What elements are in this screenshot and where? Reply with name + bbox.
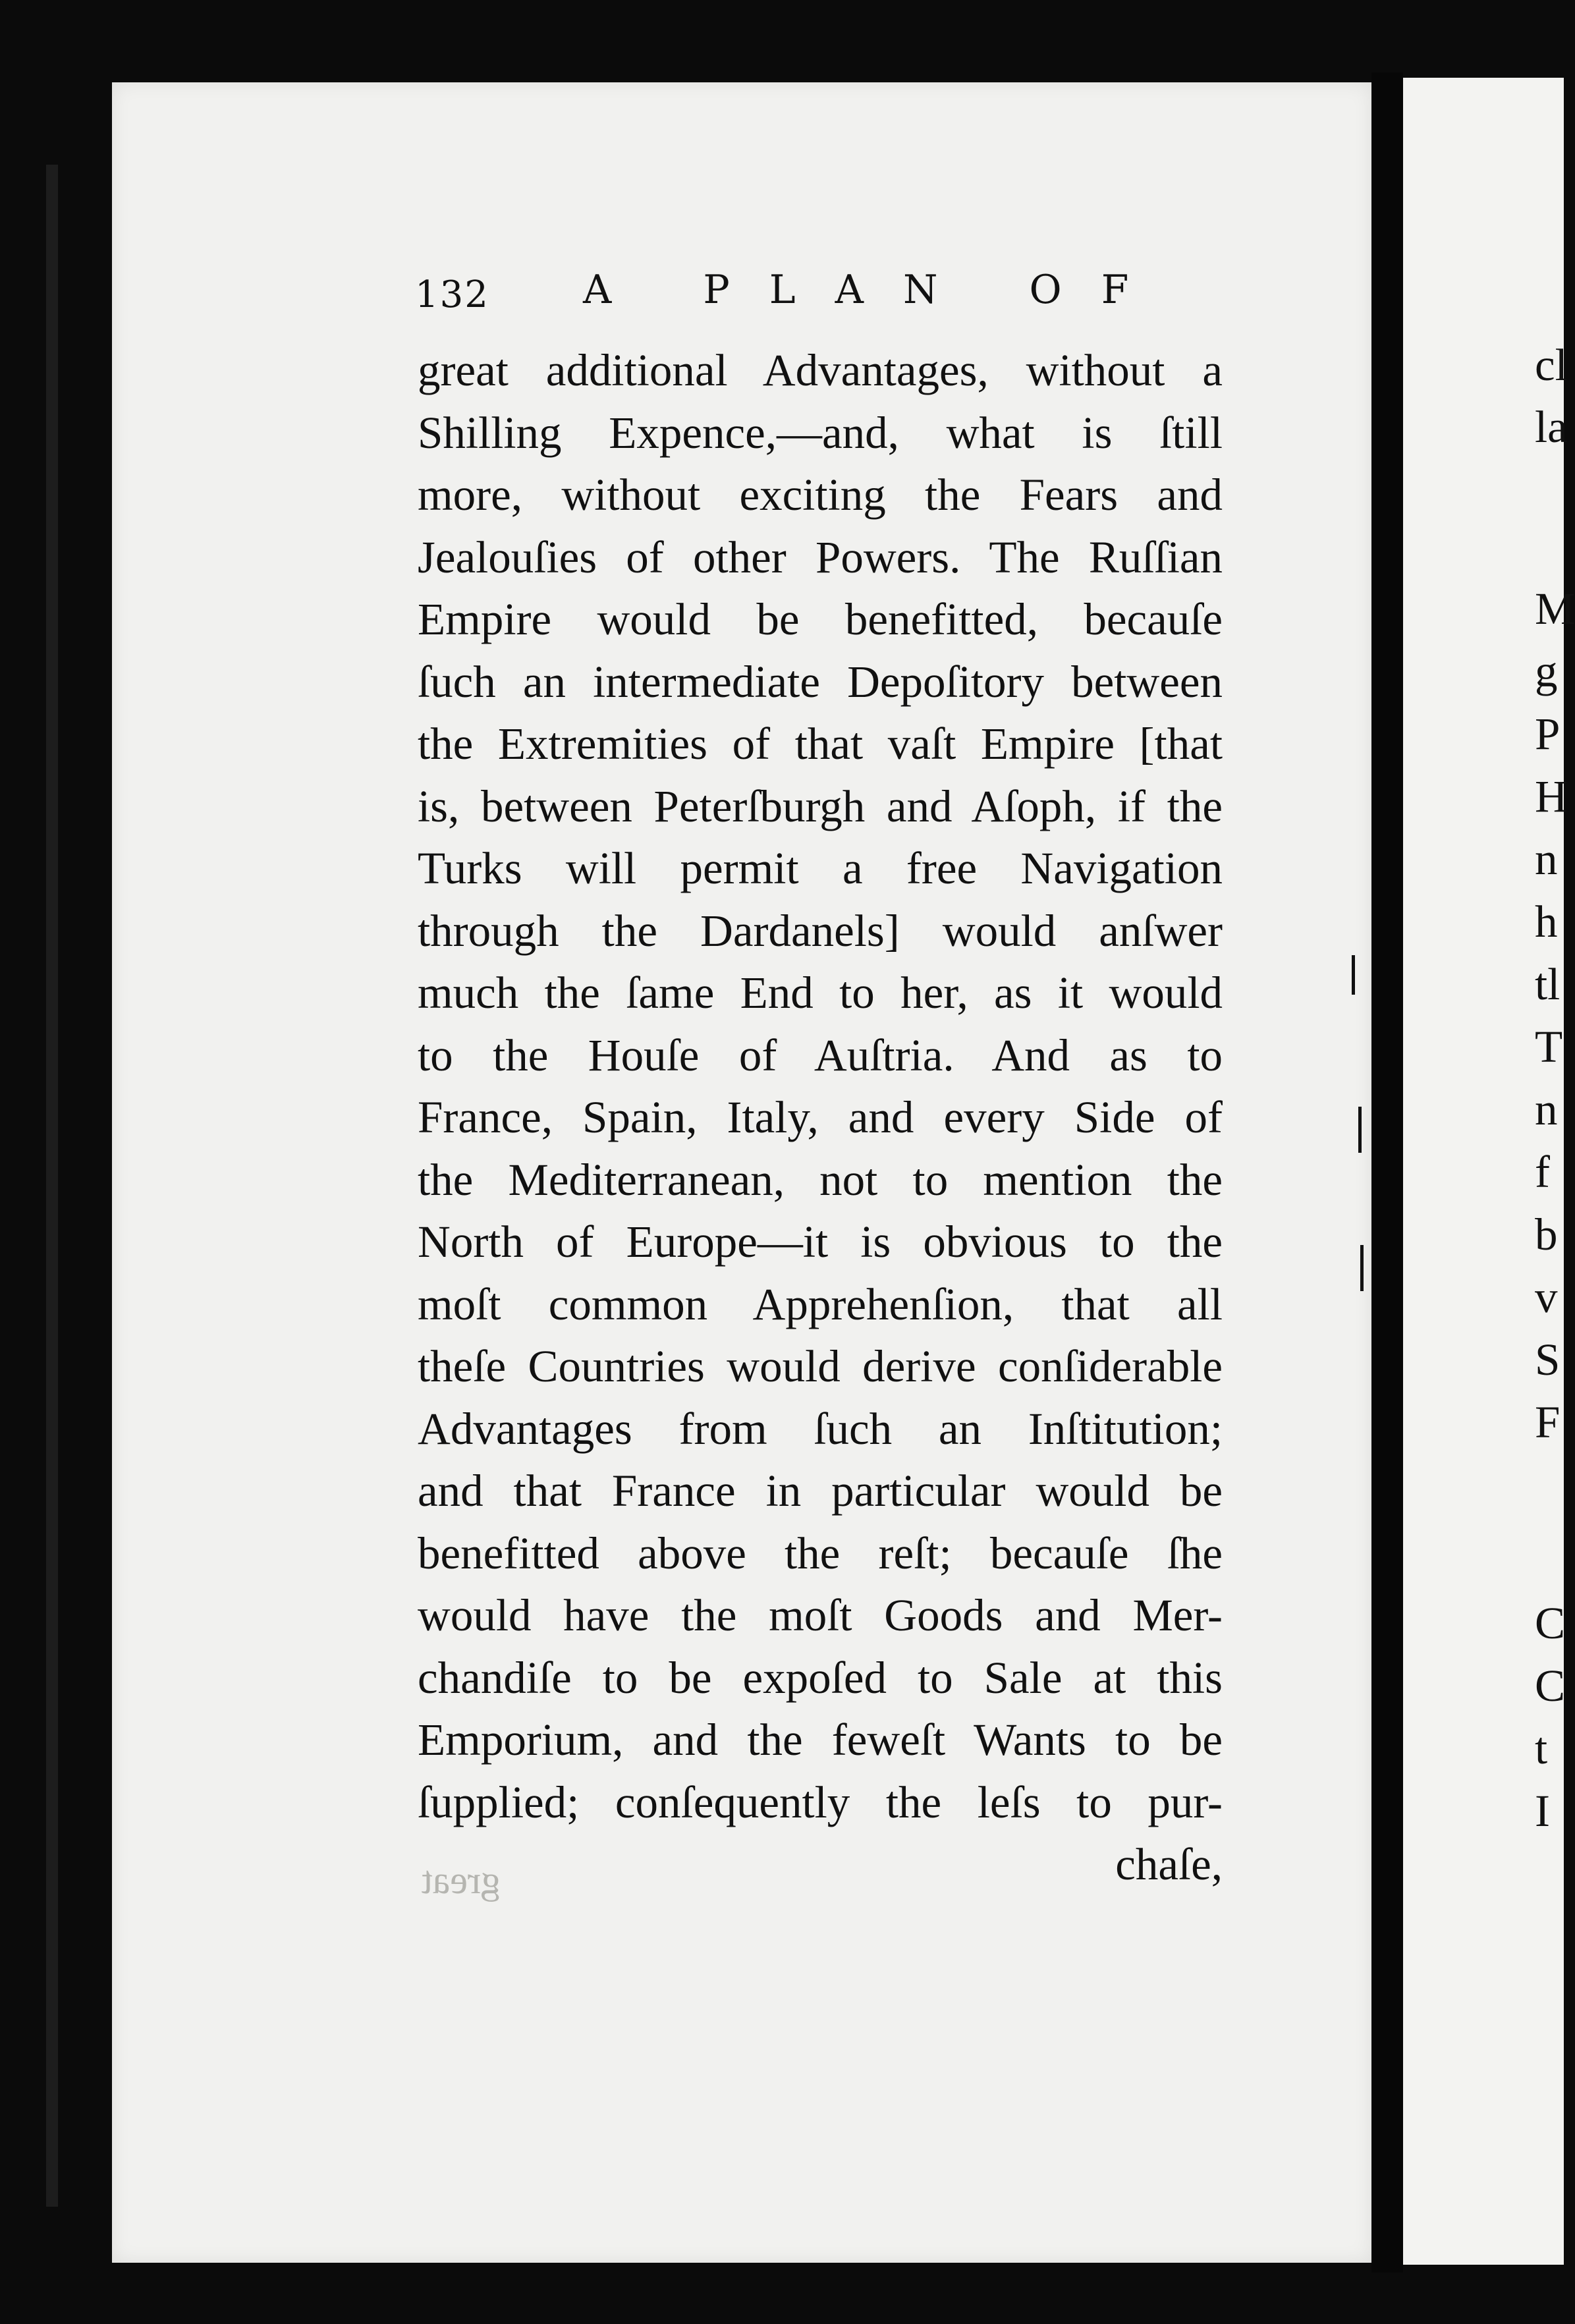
- body-text: [418, 339, 1223, 1896]
- show-through-text: great: [422, 1858, 501, 1902]
- facing-fragment: I: [1535, 1786, 1550, 1836]
- catchword: chaſe,: [1115, 1839, 1223, 1889]
- facing-fragment: v: [1535, 1272, 1558, 1322]
- text-line: through the Dardanels] would anſwer: [418, 905, 1223, 956]
- text-line: would have the moſt Goods and Mer-: [418, 1590, 1223, 1640]
- facing-fragment: t: [1535, 1723, 1548, 1773]
- facing-fragment: F: [1535, 1397, 1561, 1447]
- gutter: [1371, 72, 1403, 2273]
- text-line: the Extremities of that vaſt Empire [that: [418, 719, 1223, 769]
- facing-fragment: n: [1535, 834, 1558, 884]
- facing-fragment: b: [1535, 1209, 1558, 1259]
- margin-mark: [1352, 955, 1355, 995]
- facing-fragment: la: [1535, 402, 1568, 452]
- text-line: Emporium, and the feweſt Wants to be: [418, 1715, 1223, 1765]
- margin-mark: [1358, 1107, 1362, 1153]
- text-line: Turks will permit a free Navigation: [418, 843, 1223, 893]
- facing-fragment: S: [1535, 1335, 1561, 1385]
- text-line: Empire would be benefitted, becauſe: [418, 594, 1223, 644]
- text-line: North of Europe—it is obvious to the: [418, 1217, 1223, 1267]
- text-line: theſe Countries would derive conſiderable: [418, 1341, 1223, 1391]
- facing-fragment: T: [1535, 1022, 1563, 1072]
- facing-fragment: P: [1535, 709, 1561, 759]
- facing-fragment: tl: [1535, 959, 1561, 1009]
- text-line: and that France in particular would be: [418, 1466, 1223, 1516]
- text-line: France, Spain, Italy, and every Side of: [418, 1092, 1223, 1142]
- text-line: Shilling Expence,—and, what is ſtill: [418, 407, 1223, 458]
- text-line: Jealouſies of other Powers. The Ruſſian: [418, 532, 1223, 582]
- facing-fragment: cl: [1535, 340, 1568, 390]
- facing-fragment: n: [1535, 1084, 1558, 1134]
- facing-fragment: H: [1535, 771, 1568, 821]
- facing-fragment: C: [1535, 1598, 1566, 1648]
- text-line: benefitted above the reſt; becauſe ſhe: [418, 1528, 1223, 1578]
- page-number: 132: [415, 273, 489, 316]
- text-line: ſuch an intermediate Depoſitory between: [418, 656, 1223, 707]
- text-line: ſupplied; conſequently the leſs to pur-: [418, 1777, 1223, 1827]
- text-line: is, between Peterſburgh and Aſoph, if the: [418, 781, 1223, 831]
- text-line: the Mediterranean, not to mention the: [418, 1154, 1223, 1205]
- text-line: chandiſe to be expoſed to Sale at this: [418, 1652, 1223, 1703]
- text-line: moſt common Apprehenſion, that all: [418, 1279, 1223, 1329]
- facing-fragment: h: [1535, 897, 1558, 947]
- facing-fragment: f: [1535, 1147, 1550, 1197]
- text-line: more, without exciting the Fears and: [418, 470, 1223, 520]
- facing-fragment: C: [1535, 1661, 1566, 1711]
- facing-fragment: M: [1535, 584, 1575, 634]
- margin-mark: [1360, 1245, 1364, 1291]
- running-title: A PLAN OF: [583, 267, 1169, 313]
- running-head: [415, 267, 1225, 339]
- book-edge: [46, 165, 58, 2207]
- text-line: to the Houſe of Auſtria. And as to: [418, 1030, 1223, 1080]
- text-line: much the ſame End to her, as it would: [418, 968, 1223, 1018]
- facing-fragment: g: [1535, 646, 1558, 696]
- text-line: Advantages from ſuch an Inſtitution;: [418, 1403, 1223, 1454]
- text-line: great additional Advantages, without a: [418, 345, 1223, 395]
